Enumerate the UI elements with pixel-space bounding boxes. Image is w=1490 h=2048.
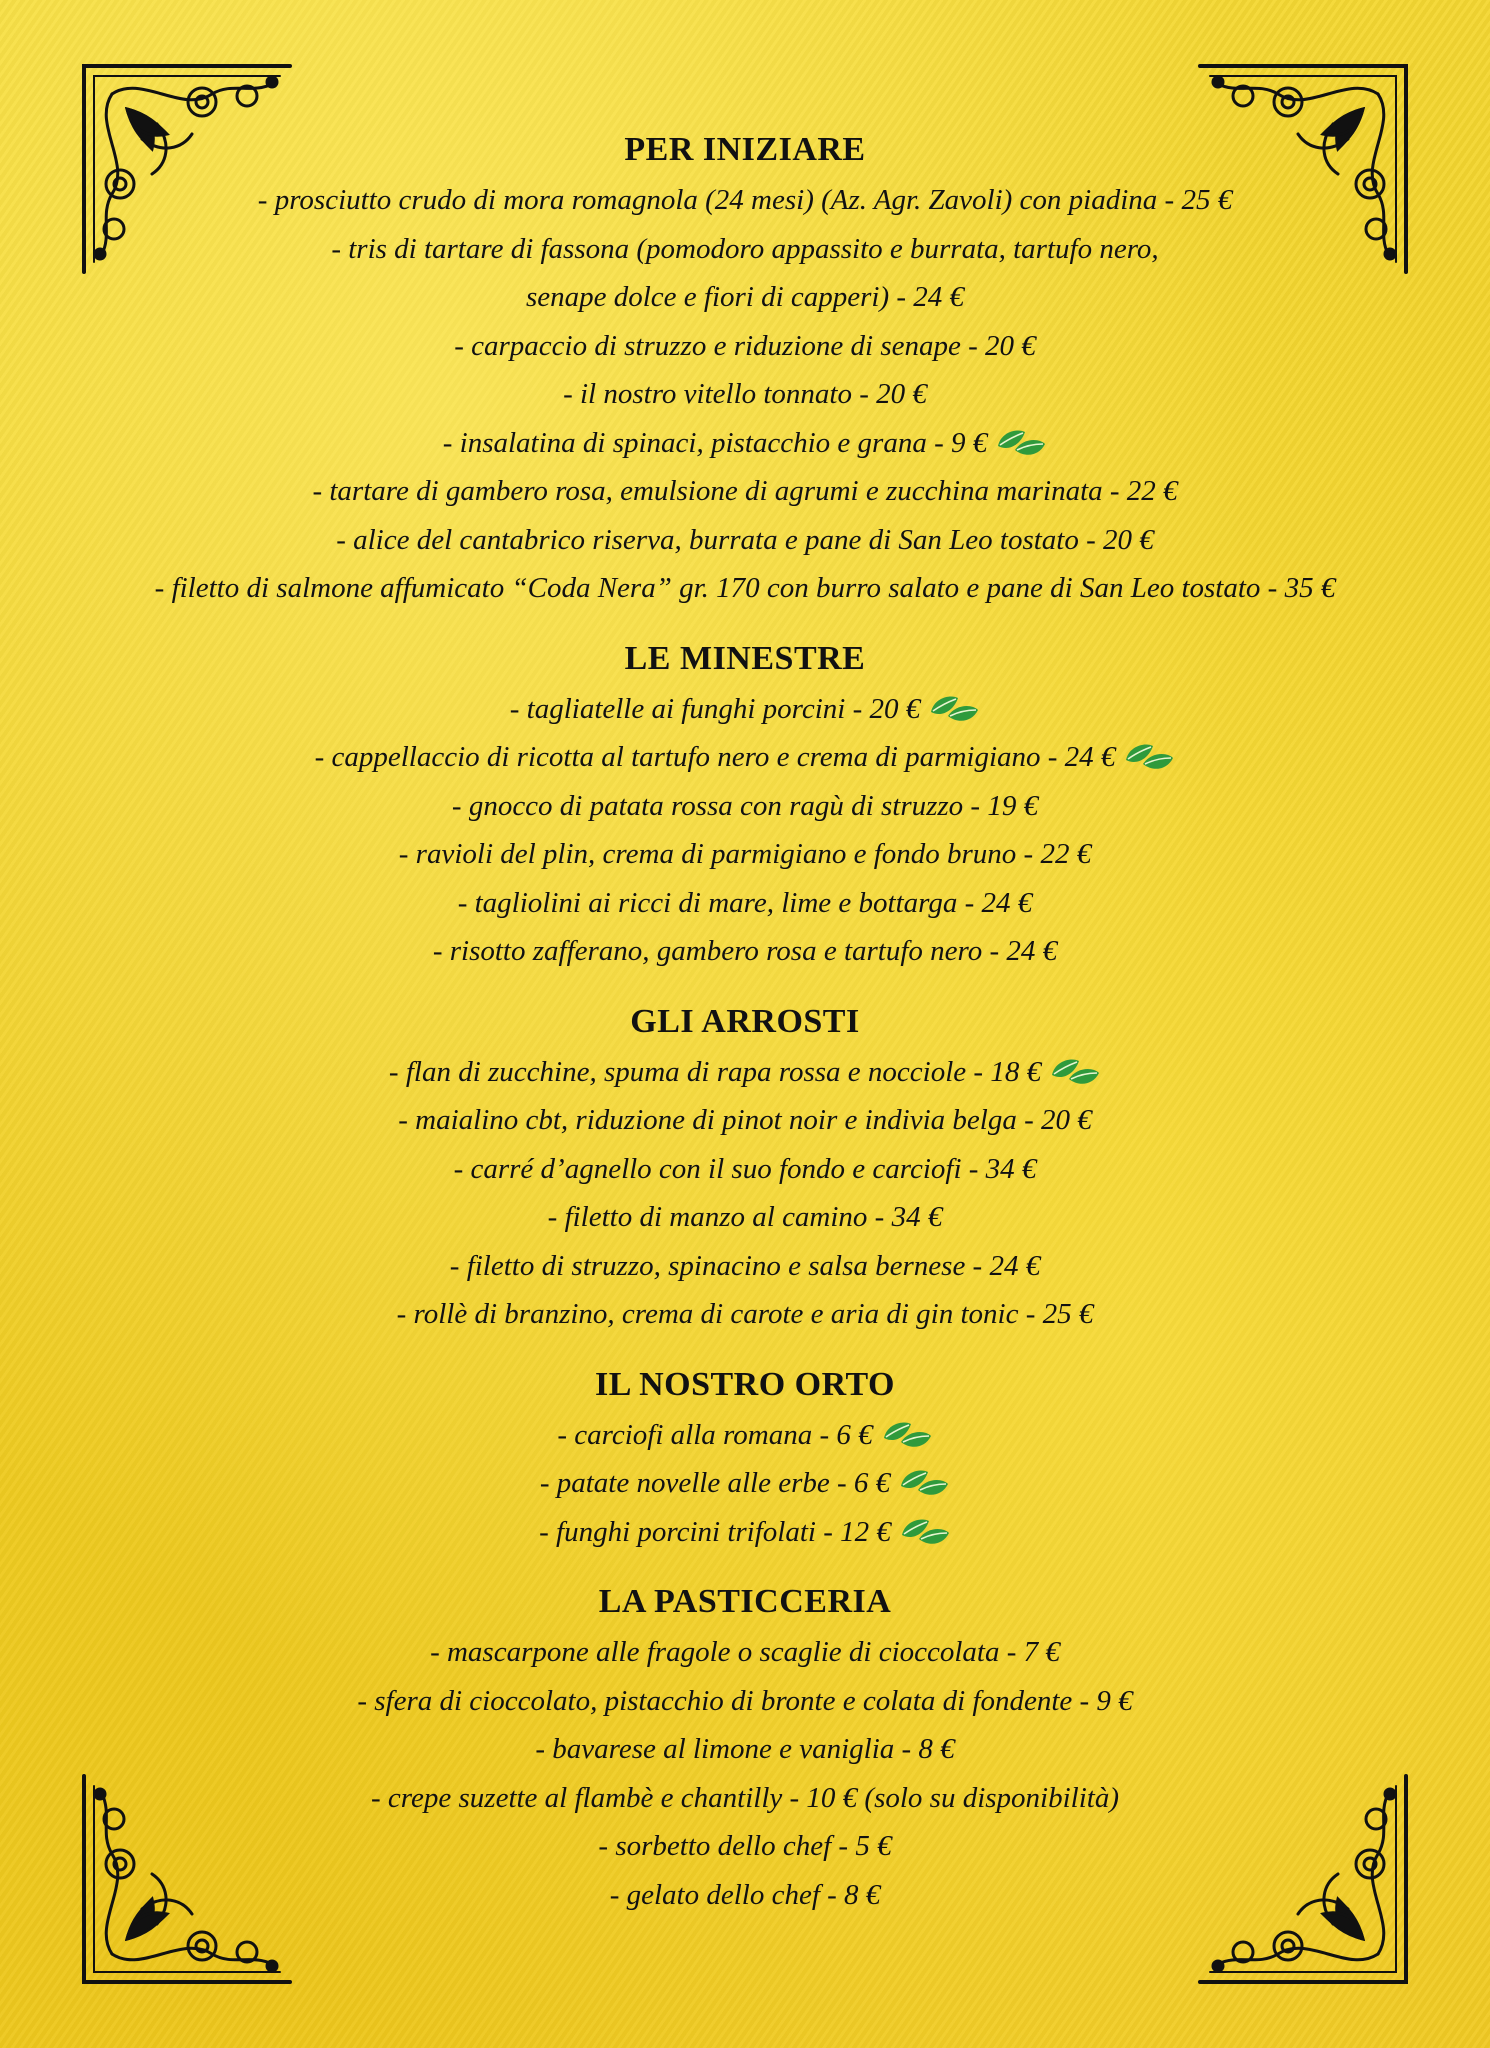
- menu-item-text: - insalatina di spinaci, pistacchio e grana - 9 €: [442, 426, 988, 459]
- section-title: GLI ARROSTI: [630, 1002, 860, 1040]
- menu-section: [0, 1363, 1490, 1557]
- menu-item-text: - filetto di manzo al camino - 34 €: [547, 1201, 943, 1233]
- menu-item: [0, 419, 1490, 468]
- section-title: LA PASTICCERIA: [598, 1583, 892, 1620]
- menu-item: [0, 516, 1490, 565]
- menu-item: [0, 1411, 1490, 1460]
- section-title: LE MINESTRE: [624, 639, 866, 677]
- menu-item: [0, 370, 1490, 419]
- menu-item-text: - sorbetto dello chef - 5 €: [598, 1830, 892, 1862]
- menu-item: [0, 225, 1490, 274]
- menu-item: [0, 1096, 1490, 1145]
- menu-item-text: - mascarpone alle fragole o scaglie di cioccolata - 7 €: [430, 1636, 1060, 1668]
- menu-item-text: - carré d’agnello con il suo fondo e carciofi - 34 €: [453, 1152, 1037, 1185]
- menu-section: [0, 1580, 1490, 1919]
- menu-item: [0, 1677, 1490, 1726]
- menu-item-text: - alice del cantabrico riserva, burrata e pane di San Leo tostato - 20 €: [336, 523, 1154, 556]
- leaf-icon: [881, 1418, 933, 1452]
- menu-item: [0, 782, 1490, 831]
- menu-item: [0, 927, 1490, 976]
- menu-item: [0, 1048, 1490, 1097]
- section-title: PER INIZIARE: [624, 131, 866, 168]
- menu-item: [0, 1871, 1490, 1920]
- menu-item: [0, 1822, 1490, 1871]
- menu-item: [0, 1508, 1490, 1557]
- menu-item: [0, 1145, 1490, 1194]
- menu-item-text: - crepe suzette al flambè e chantilly - 10 € (solo su disponibilità): [371, 1781, 1119, 1814]
- leaf-icon: [899, 1515, 951, 1549]
- leaf-icon: [898, 1466, 950, 1500]
- menu-item: [0, 1725, 1490, 1774]
- menu-item: [0, 879, 1490, 928]
- menu-item: [0, 1193, 1490, 1242]
- leaf-icon: [928, 692, 980, 726]
- menu-item-text: - patate novelle alle erbe - 6 €: [539, 1467, 891, 1499]
- section-title: IL NOSTRO ORTO: [595, 1365, 895, 1403]
- menu-item: [0, 564, 1490, 613]
- menu-section: [0, 637, 1490, 976]
- menu-item: [0, 1290, 1490, 1339]
- menu-item: [0, 322, 1490, 371]
- menu-item-text: - carciofi alla romana - 6 €: [557, 1418, 873, 1451]
- menu-item-text: - maialino cbt, riduzione di pinot noir e indivia belga - 20 €: [398, 1104, 1092, 1136]
- menu-item-text: - sfera di cioccolato, pistacchio di bronte e colata di fondente - 9 €: [357, 1684, 1133, 1717]
- menu-item: [0, 273, 1490, 322]
- leaf-icon: [1123, 740, 1175, 774]
- menu-item: [0, 1774, 1490, 1823]
- menu-item: [0, 1459, 1490, 1508]
- menu-item-text: - prosciutto crudo di mora romagnola (24 mesi) (Az. Agr. Zavoli) con piadina - 25 €: [257, 184, 1233, 216]
- menu-item-text: senape dolce e fiori di capperi) - 24 €: [525, 281, 965, 313]
- menu-item-text: - tagliolini ai ricci di mare, lime e bottarga - 24 €: [457, 886, 1033, 919]
- menu-item: [0, 1242, 1490, 1291]
- menu-item: [0, 733, 1490, 782]
- leaf-icon: [1049, 1055, 1101, 1089]
- menu-item: [0, 467, 1490, 516]
- menu-item-text: - tagliatelle ai funghi porcini - 20 €: [509, 692, 921, 725]
- menu-item: [0, 685, 1490, 734]
- menu-item: [0, 1628, 1490, 1677]
- menu-section: [0, 1000, 1490, 1339]
- menu-item-text: - carpaccio di struzzo e riduzione di senape - 20 €: [454, 329, 1036, 362]
- menu-item-text: - funghi porcini trifolati - 12 €: [539, 1515, 891, 1548]
- menu-item-text: - tartare di gambero rosa, emulsione di agrumi e zucchina marinata - 22 €: [312, 475, 1178, 507]
- menu-item-text: - ravioli del plin, crema di parmigiano e fondo bruno - 22 €: [398, 838, 1092, 870]
- menu-item-text: - filetto di salmone affumicato “Coda Nera” gr. 170 con burro salato e pane di San Leo tostato - 35 €: [154, 572, 1336, 604]
- menu-item-text: - gnocco di patata rossa con ragù di struzzo - 19 €: [451, 789, 1039, 822]
- menu-item-text: - il nostro vitello tonnato - 20 €: [563, 378, 927, 410]
- menu-item-text: - risotto zafferano, gambero rosa e tartufo nero - 24 €: [432, 935, 1058, 967]
- menu-item-text: - flan di zucchine, spuma di rapa rossa e nocciole - 18 €: [388, 1055, 1042, 1088]
- menu-item-text: - cappellaccio di ricotta al tartufo nero e crema di parmigiano - 24 €: [314, 741, 1116, 773]
- leaf-icon: [995, 426, 1047, 460]
- menu-item-text: - bavarese al limone e vaniglia - 8 €: [535, 1733, 955, 1765]
- menu-item-text: - gelato dello chef - 8 €: [609, 1878, 881, 1911]
- menu-item-text: - tris di tartare di fassona (pomodoro appassito e burrata, tartufo nero,: [331, 232, 1159, 265]
- menu-item: [0, 830, 1490, 879]
- menu-item-text: - filetto di struzzo, spinacino e salsa bernese - 24 €: [449, 1249, 1041, 1282]
- menu-item: [0, 176, 1490, 225]
- menu-section: [0, 128, 1490, 613]
- menu: [0, 128, 1490, 1943]
- menu-item-text: - rollè di branzino, crema di carote e aria di gin tonic - 25 €: [396, 1298, 1094, 1330]
